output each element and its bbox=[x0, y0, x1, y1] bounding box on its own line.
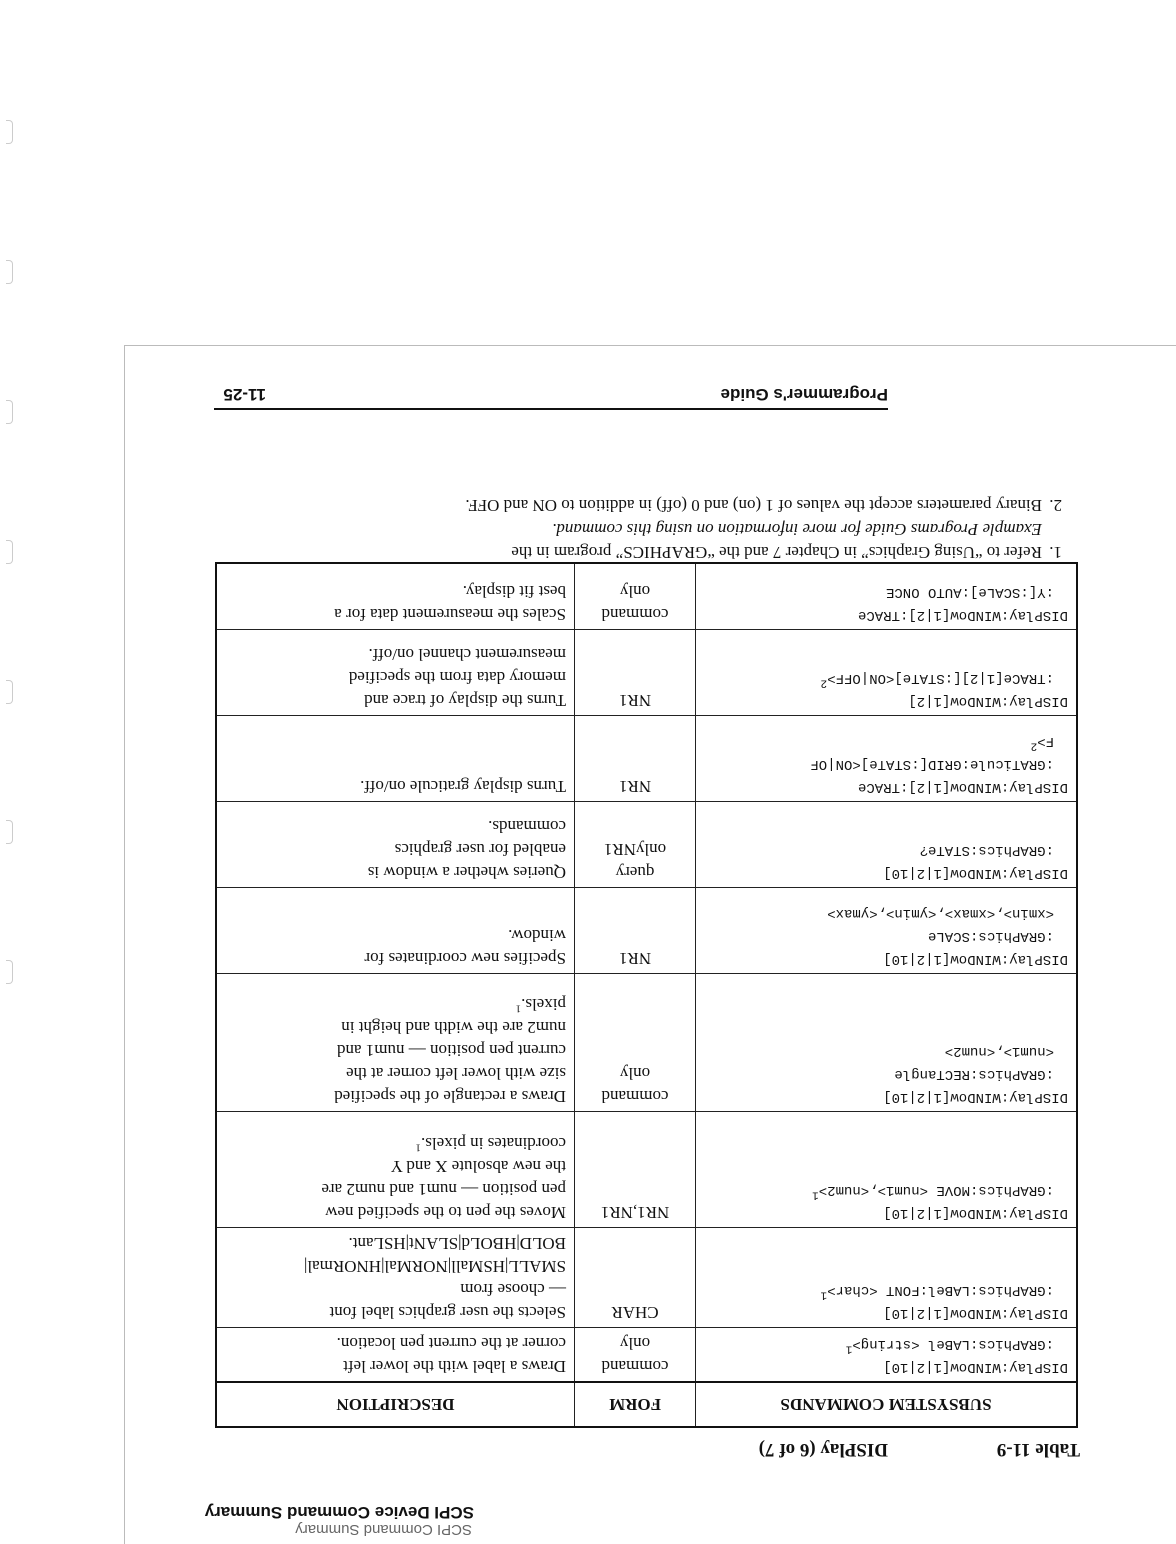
command-fragment: :GRAPhics:LABel <string> bbox=[852, 1336, 1054, 1352]
description-fragment: pixels. bbox=[521, 995, 566, 1014]
description-text bbox=[225, 1278, 566, 1301]
description-text bbox=[225, 666, 566, 689]
description-fragment: SMALL|HSMall|NORMal|HNORmal| bbox=[303, 1257, 566, 1276]
footnote-number: 1. bbox=[1049, 543, 1062, 562]
command-text bbox=[704, 775, 1068, 798]
form-cell bbox=[575, 1112, 696, 1228]
description-text bbox=[225, 1332, 566, 1355]
command-text bbox=[704, 1355, 1068, 1378]
binder-hole-mark bbox=[6, 120, 13, 144]
description-text bbox=[225, 1016, 566, 1039]
description-cell bbox=[216, 716, 575, 802]
description-text bbox=[225, 1201, 566, 1224]
command-fragment: F> bbox=[1037, 733, 1054, 749]
form-cell bbox=[575, 802, 696, 888]
command-text bbox=[704, 752, 1068, 775]
description-cell bbox=[216, 974, 575, 1112]
command-text bbox=[704, 729, 1068, 752]
command-cell bbox=[696, 974, 1078, 1112]
footnote-ref: 1 bbox=[515, 1002, 522, 1015]
description-cell bbox=[216, 802, 575, 888]
footnote-text: Binary parameters accept the values of 1 (on) and 0 (off) in addition to ON and OFF. bbox=[465, 496, 1042, 515]
description-text bbox=[225, 1255, 566, 1278]
footnote-ref: 1 bbox=[812, 1188, 819, 1201]
description-fragment: window. bbox=[508, 926, 566, 945]
form-cell bbox=[575, 564, 696, 630]
binder-hole-mark bbox=[6, 820, 13, 844]
binder-hole-mark bbox=[6, 260, 13, 284]
command-fragment: DISPlay:WINDow[1|2|10] bbox=[883, 1089, 1068, 1105]
form-text: command bbox=[601, 1357, 669, 1376]
description-cell bbox=[216, 630, 575, 716]
description-text bbox=[225, 924, 566, 947]
description-cell bbox=[216, 1112, 575, 1228]
form-text: CHAR bbox=[611, 1303, 659, 1322]
command-text bbox=[704, 580, 1068, 603]
description-text bbox=[225, 689, 566, 712]
description-text bbox=[225, 580, 566, 603]
command-text bbox=[704, 1201, 1068, 1224]
command-cell bbox=[696, 1228, 1078, 1328]
command-cell bbox=[696, 1112, 1078, 1228]
description-fragment: coordinates in pixels. bbox=[421, 1134, 566, 1153]
description-text bbox=[225, 838, 566, 861]
section-title: SCPI Device Command Summary bbox=[204, 1503, 474, 1522]
footer-rule bbox=[214, 408, 888, 410]
form-cell bbox=[575, 716, 696, 802]
command-cell bbox=[696, 716, 1078, 802]
command-fragment: :Y[:SCALe]:AUTO ONCE bbox=[885, 584, 1054, 600]
command-text bbox=[704, 1301, 1068, 1324]
description-fragment: memory data from the specified bbox=[348, 668, 566, 687]
command-text bbox=[704, 947, 1068, 970]
footnote-number: 2. bbox=[1049, 496, 1062, 515]
description-text bbox=[225, 1039, 566, 1062]
description-fragment: Moves the pen to the specified new bbox=[325, 1203, 566, 1222]
description-fragment: measurement channel on/off. bbox=[368, 645, 566, 664]
command-fragment: :GRAPhics:RECTangle bbox=[894, 1066, 1054, 1082]
description-fragment: Turns display graticule on/off. bbox=[360, 777, 566, 796]
table-header-row bbox=[216, 1382, 1077, 1427]
description-text bbox=[225, 1085, 566, 1108]
footnote-ref: 2 bbox=[820, 676, 828, 689]
command-fragment: DISPlay:WINDow[1|2] bbox=[908, 693, 1068, 709]
table-label: Table 11-9 bbox=[996, 1439, 1080, 1460]
command-text bbox=[704, 1178, 1068, 1201]
command-fragment: :TRACe[1|2][:STATe]<ON|OFF> bbox=[827, 670, 1054, 686]
form-text: only bbox=[619, 582, 651, 601]
description-text bbox=[225, 775, 566, 798]
form-text: command bbox=[601, 1087, 669, 1106]
form-cell bbox=[575, 888, 696, 974]
command-fragment: :GRATicule:GRID[:STATe]<ON|OF bbox=[810, 756, 1054, 772]
description-text bbox=[225, 1301, 566, 1324]
table-row bbox=[216, 1328, 1077, 1383]
description-text bbox=[225, 1155, 566, 1178]
command-fragment: DISPlay:WINDow[1|2|10] bbox=[883, 1359, 1068, 1375]
command-text bbox=[704, 1085, 1068, 1108]
description-text bbox=[225, 1062, 566, 1085]
command-fragment: :GRAPhics:MOVE <num1>,<num2> bbox=[818, 1182, 1054, 1198]
column-header-commands: SUBSYSTEM COMMANDS bbox=[696, 1382, 1078, 1427]
description-text bbox=[225, 815, 566, 838]
command-text bbox=[704, 1062, 1068, 1085]
footnote-ref: 1 bbox=[415, 1141, 422, 1154]
description-text bbox=[225, 1132, 566, 1155]
command-fragment: <num1>,<num2> bbox=[944, 1043, 1054, 1059]
description-fragment: current pen position — num1 and bbox=[337, 1041, 566, 1060]
table-row bbox=[216, 888, 1077, 974]
binder-hole-mark bbox=[6, 540, 13, 564]
description-cell bbox=[216, 1328, 575, 1383]
table-row bbox=[216, 630, 1077, 716]
command-text bbox=[704, 861, 1068, 884]
description-text bbox=[225, 993, 566, 1016]
footnotes bbox=[282, 493, 1062, 564]
command-cell bbox=[696, 1328, 1078, 1383]
command-fragment: :GRAPhics:SCALe bbox=[927, 928, 1054, 944]
binder-hole-mark bbox=[6, 960, 13, 984]
command-fragment: DISPlay:WINDow[1|2|10] bbox=[883, 951, 1068, 967]
command-text bbox=[704, 838, 1068, 861]
description-fragment: Specifies new coordinates for bbox=[364, 949, 566, 968]
description-fragment: Queries whether a window is bbox=[367, 863, 566, 882]
footnote-text: Example Programs Guide for more information on using this command. bbox=[552, 520, 1042, 539]
description-text bbox=[225, 861, 566, 884]
command-text bbox=[704, 1039, 1068, 1062]
binder-hole-mark bbox=[6, 400, 13, 424]
running-head: SCPI Command Summary bbox=[295, 1521, 472, 1538]
form-text: only bbox=[619, 1064, 651, 1083]
footer-page-number: 11-25 bbox=[223, 385, 266, 404]
footnote-ref: 2 bbox=[1030, 739, 1038, 752]
command-fragment: DISPlay:WINDow[1|2|10] bbox=[883, 1305, 1068, 1321]
page-edge-rule-vertical bbox=[124, 346, 125, 1544]
description-text bbox=[225, 1232, 566, 1255]
table-row bbox=[216, 1112, 1077, 1228]
table-body bbox=[216, 564, 1077, 1383]
command-text bbox=[704, 924, 1068, 947]
description-fragment: best fit display. bbox=[462, 582, 566, 601]
command-cell bbox=[696, 888, 1078, 974]
command-fragment: DISPlay:WINDow[1|2|10] bbox=[883, 1205, 1068, 1221]
command-fragment: :GRAPhics:STATe? bbox=[919, 842, 1054, 858]
description-fragment: Scales the measurement data for a bbox=[334, 605, 566, 624]
description-cell bbox=[216, 1228, 575, 1328]
table-title: DISPlay (6 of 7) bbox=[758, 1439, 888, 1460]
command-cell bbox=[696, 802, 1078, 888]
form-text: NR1 bbox=[618, 777, 652, 796]
table-row bbox=[216, 802, 1077, 888]
description-fragment: BOLD|HBOLd|SLANt|HSLant. bbox=[348, 1234, 566, 1253]
form-text: NR1 bbox=[618, 691, 652, 710]
command-fragment: DISPlay:WINDow[1|2]:TRACe bbox=[857, 607, 1068, 623]
command-cell bbox=[696, 564, 1078, 630]
command-cell bbox=[696, 630, 1078, 716]
column-header-description: DESCRIPTION bbox=[216, 1382, 575, 1427]
command-text bbox=[704, 666, 1068, 689]
description-fragment: corner at the current pen location. bbox=[336, 1334, 566, 1353]
table-row bbox=[216, 1228, 1077, 1328]
footnote-1 bbox=[282, 518, 1062, 564]
command-fragment: DISPlay:WINDow[1|2|10] bbox=[883, 865, 1068, 881]
command-text bbox=[704, 1278, 1068, 1301]
footnote-ref: 1 bbox=[845, 1342, 853, 1355]
footnote-2 bbox=[282, 494, 1062, 517]
form-cell bbox=[575, 1328, 696, 1383]
description-fragment: num2 are the width and height in bbox=[341, 1018, 566, 1037]
footnote-ref: 1 bbox=[820, 1288, 828, 1301]
description-fragment: the new absolute X and Y bbox=[390, 1157, 566, 1176]
description-text bbox=[225, 947, 566, 970]
table-row bbox=[216, 974, 1077, 1112]
description-fragment: — choose from bbox=[460, 1280, 566, 1299]
command-text bbox=[704, 901, 1068, 924]
description-fragment: Draws a label with the lower left bbox=[343, 1357, 566, 1376]
command-fragment: :GRAPhics:LABel:FONT <char> bbox=[827, 1282, 1054, 1298]
table-row bbox=[216, 564, 1077, 630]
description-text bbox=[225, 1178, 566, 1201]
description-fragment: Draws a rectangle of the specified bbox=[334, 1087, 566, 1106]
command-fragment: <xmin>,<xmax>,<ymin>,<ymax> bbox=[827, 905, 1054, 921]
form-text: only bbox=[619, 1334, 651, 1353]
description-fragment: Selects the user graphics label font bbox=[329, 1303, 566, 1322]
command-fragment: DISPlay:WINDow[1|2]:TRACe bbox=[857, 779, 1068, 795]
form-text: NR1,NR1 bbox=[600, 1203, 670, 1222]
footnote-text: Refer to “Using Graphics” in Chapter 7 and the “GRAPHICS” program in the bbox=[511, 543, 1042, 562]
description-fragment: enabled for user graphics bbox=[394, 840, 566, 859]
form-cell bbox=[575, 974, 696, 1112]
description-cell bbox=[216, 564, 575, 630]
description-fragment: pen position — num1 and num2 are bbox=[321, 1180, 566, 1199]
footer-guide-title: Programmer's Guide bbox=[720, 385, 888, 404]
description-fragment: Turns the display of trace and bbox=[364, 691, 566, 710]
form-cell bbox=[575, 630, 696, 716]
table-row bbox=[216, 716, 1077, 802]
form-cell bbox=[575, 1228, 696, 1328]
form-text: command bbox=[601, 605, 669, 624]
command-text bbox=[704, 1332, 1068, 1355]
form-text: onlyNR1 bbox=[603, 840, 667, 859]
description-fragment: commands. bbox=[488, 817, 566, 836]
command-text bbox=[704, 603, 1068, 626]
description-cell bbox=[216, 888, 575, 974]
description-text bbox=[225, 1355, 566, 1378]
command-text bbox=[704, 689, 1068, 712]
description-text bbox=[225, 643, 566, 666]
page-edge-rule bbox=[124, 345, 1176, 346]
description-text bbox=[225, 603, 566, 626]
binder-hole-mark bbox=[6, 680, 13, 704]
column-header-form: FORM bbox=[575, 1382, 696, 1427]
command-table bbox=[215, 563, 1078, 1429]
form-text: query bbox=[615, 863, 655, 882]
form-text: NR1 bbox=[618, 949, 652, 968]
description-fragment: size with lower left corner at the bbox=[346, 1064, 566, 1083]
